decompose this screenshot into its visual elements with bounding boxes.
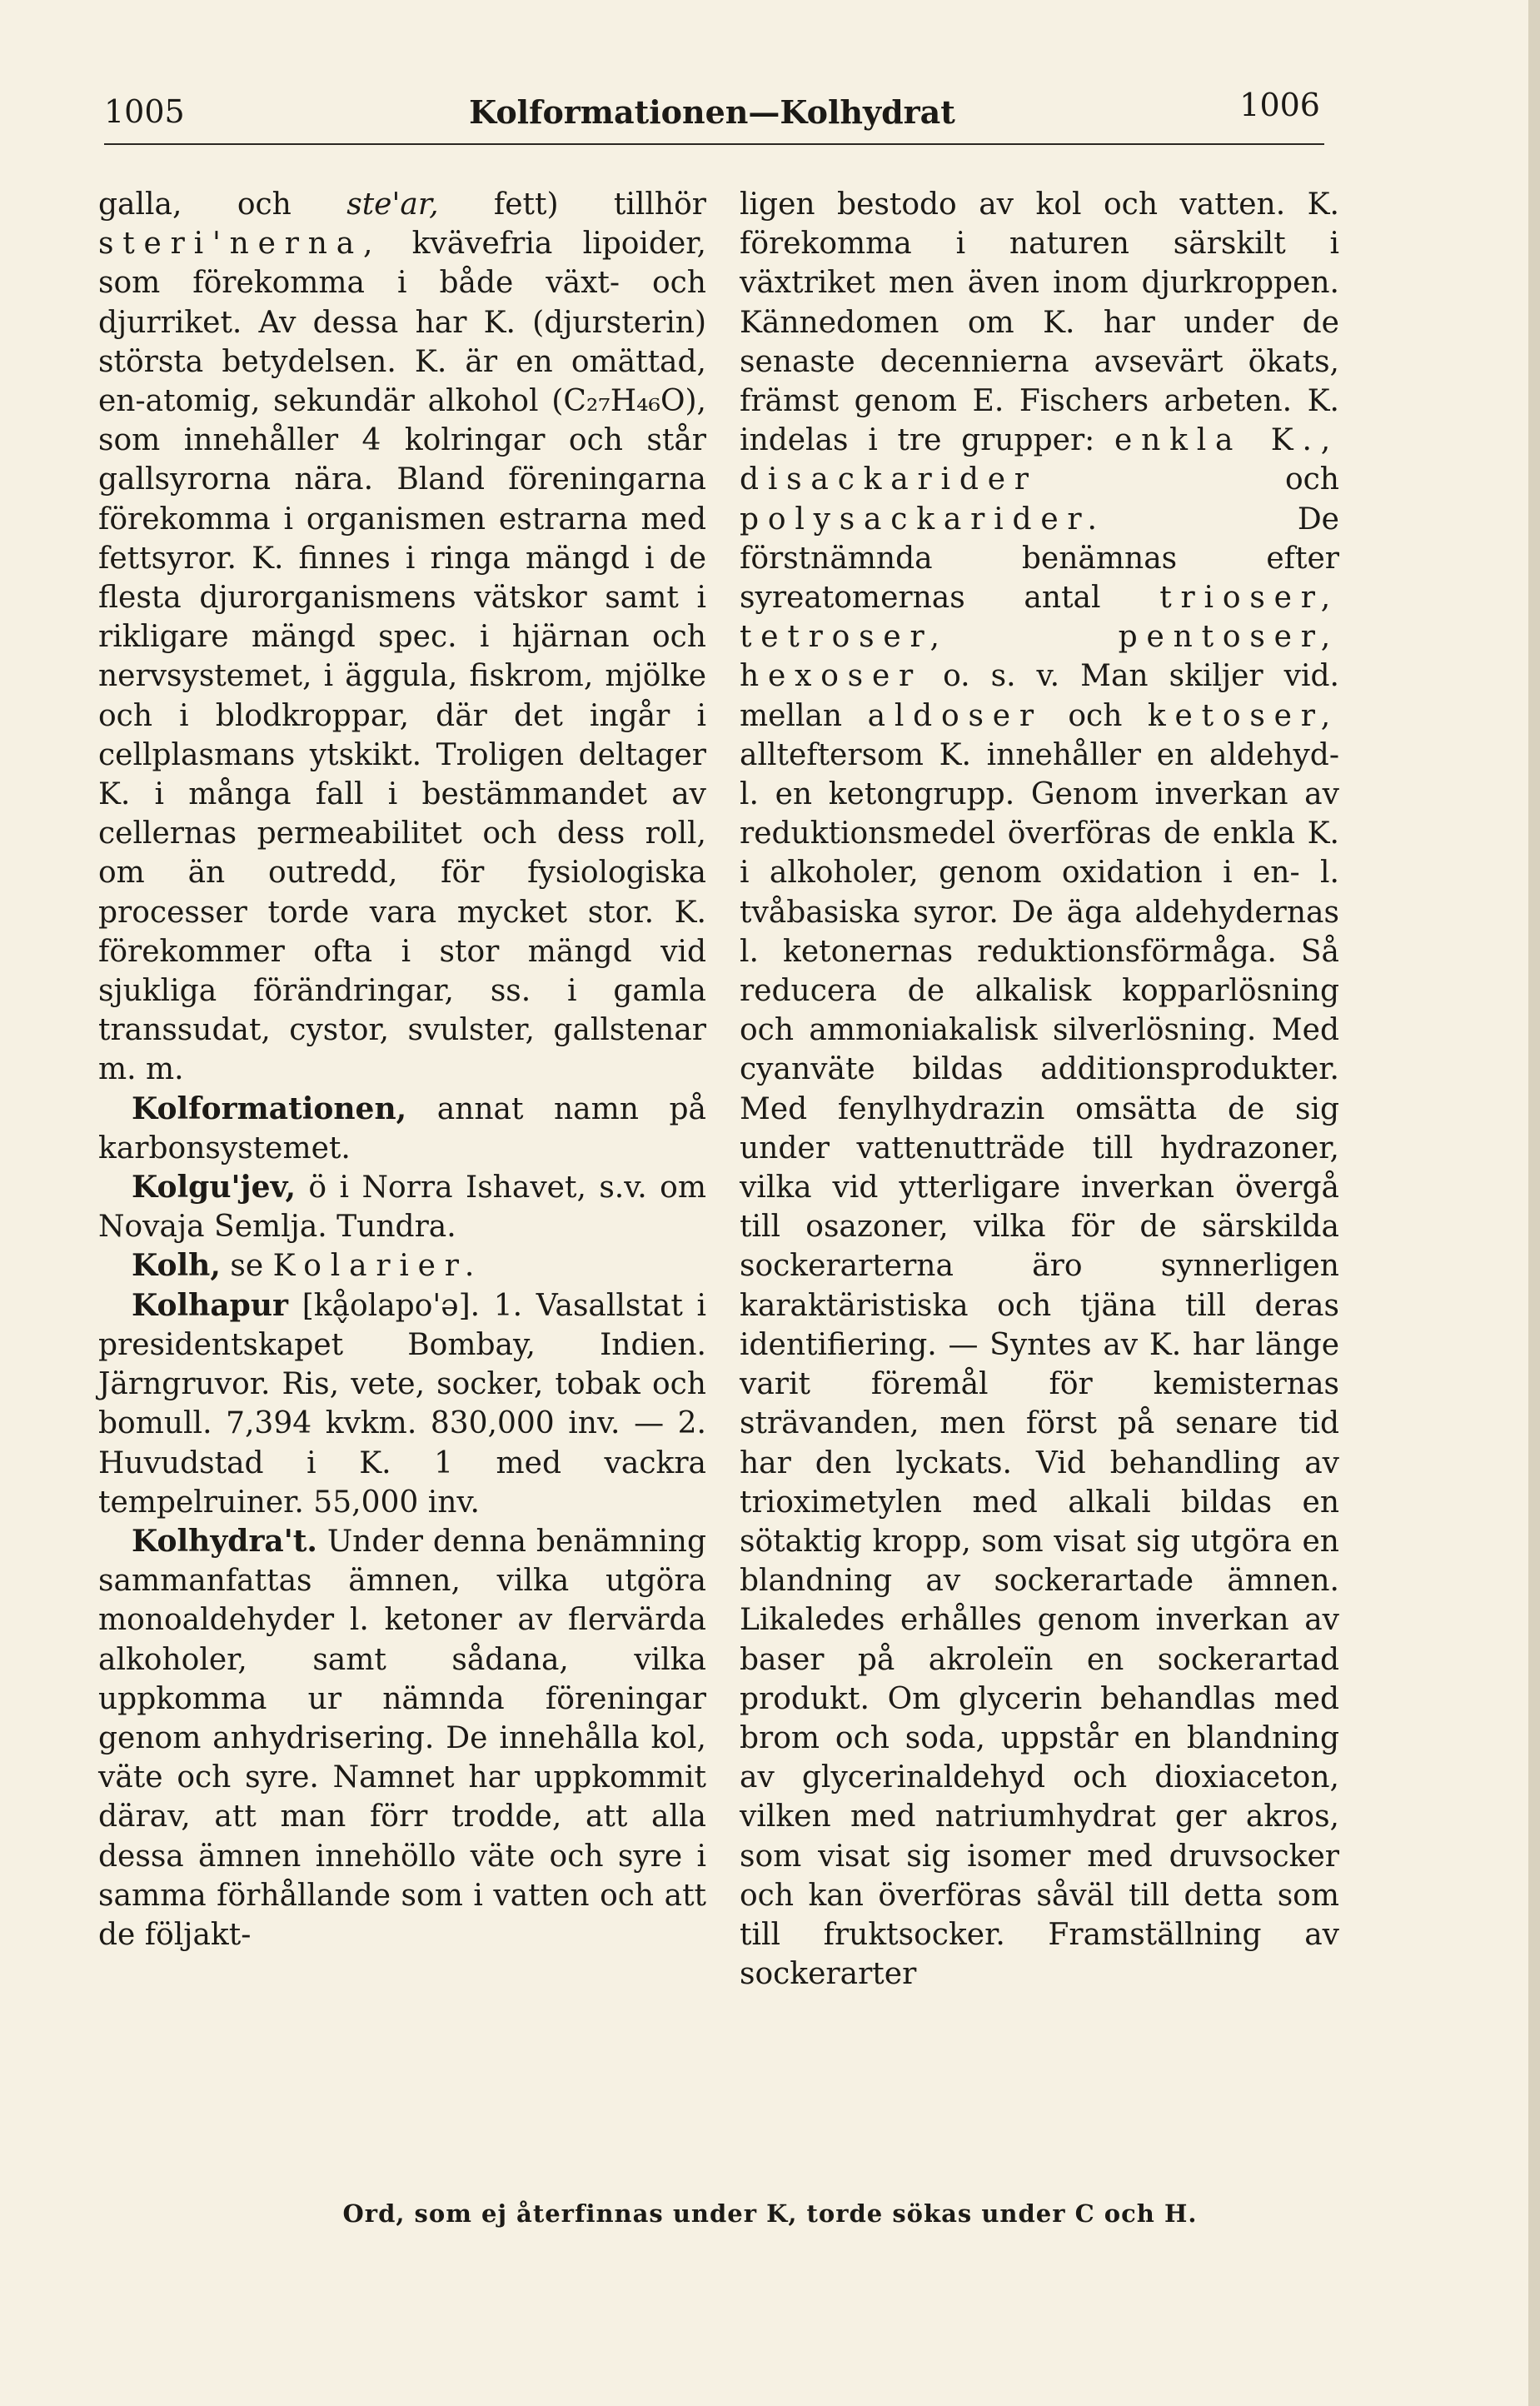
page-header [104, 87, 1320, 143]
entry-kolhydrat: Kolhydra't. Under denna benämning sammanfattas ämnen, vilka utgöra monoaldehyder l. ketoner av flervärda alkoholer, samt sådana, vilka uppkomma ur nämnda föreningar genom anhydrisering. De innehålla kol, väte och syre. Namnet har uppkommit därav, att man förr trodde, att alla dessa ämnen innehöllo väte och syre i samma förhållande som i vatten och att de följakt- [98, 1523, 706, 1952]
headword: Kolhapur [132, 1287, 288, 1323]
headword: Kolhydra't. [132, 1523, 317, 1559]
page-number-left: 1005 [104, 93, 185, 130]
running-title: Kolformationen—Kolhydrat [469, 93, 955, 131]
header-rule [104, 143, 1324, 145]
right-column [740, 185, 1339, 1994]
entry-kolhapur: Kolhapur [kå̬olapo'ə]. 1. Vasallstat i presidentskapet Bombay, Indien. Järngruvor. Ris, vete, socker, tobak och bomull. 7,394 kvkm. 830,000 inv. — 2. Huvudstad i K. 1 med vackra tempelruiner. 55,000 inv. [98, 1287, 706, 1520]
page-edge [1528, 0, 1540, 2406]
cross-reference: Kolarier. [272, 1249, 484, 1284]
kolhydrat-continuation: ligen bestodo av kol och vatten. K. förekomma i naturen särskilt i växtriket men även inom djurkroppen. Kännedomen om K. har under de senaste decennierna avsevärt ökats, främst genom E. Fischers arbeten. K. indelas i tre grupper: enkla K., disackarider och polysackarider. De förstnämnda benämnas efter syreatomernas antal trioser, tetroser, pentoser, hexoser o. s. v. Man skiljer vid. mellan aldoser och ketoser, allteftersom K. innehåller en aldehyd- l. en ketongrupp. Genom inverkan av reduktionsmedel överföras de enkla K. i alkoholer, genom oxidation i en- l. tvåbasiska syror. De äga aldehydernas l. ketonernas reduktionsförmåga. Så reducera de alkalisk kopparlösning och ammoniakalisk silverlösning. Med cyanväte bildas additionsprodukter. Med fenylhydrazin omsätta de sig under vattenutträde till hydrazoner, vilka vid ytterligare inverkan övergå till osazoner, vilka för de särskilda sockerarterna äro synnerligen karaktäristiska och tjäna till deras identifiering. — Syntes av K. har länge varit föremål för kemisternas strävanden, men först på senare tid har den lyckats. Vid behandling av trioximetylen med alkali bildas en sötaktig kropp, som visat sig utgöra en blandning av sockerartade ämnen. Likaledes erhålles genom inverkan av baser på akroleïn en sockerartad produkt. Om glycerin behandlas med brom och soda, uppstår en blandning av glycerinaldehyd och dioxiaceton, vilken med natriumhydrat ger akros, som visat sig isomer med druvsocker och kan överföras såväl till detta som till fruktsocker. Framställning av sockerarter [740, 187, 1339, 1992]
left-column [98, 185, 706, 1954]
headword: Kolh, [132, 1248, 221, 1284]
entry-kolh: Kolh, se Kolarier. [132, 1248, 484, 1284]
headword: Kolgu'jev, [132, 1170, 296, 1205]
entry-kolformationen: Kolformationen, annat namn på karbonsystemet. [98, 1091, 706, 1166]
kolesterin-continuation: galla, och ste'ar, fett) tillhör steri'nerna, kvävefria lipoider, som förekomma i både växt- och djurriket. Av dessa har K. (djursterin) största betydelsen. K. är en omättad, en-atomig, sekundär alkohol (C₂₇H₄₆O), som innehåller 4 kolringar och står gallsyrorna nära. Bland föreningarna förekomma i organismen estrarna med fettsyror. K. finnes i ringa mängd i de flesta djurorganismens vätskor samt i rikligare mängd spec. i hjärnan och nervsystemet, i äggula, fiskrom, mjölke och i blodkroppar, där det ingår i cellplasmans ytskikt. Troligen deltager K. i många fall i bestämmandet av cellernas permeabilitet och dess roll, om än outredd, för fysiologiska processer torde vara mycket stor. K. förekommer ofta i stor mängd vid sjukliga förändringar, ss. i gamla transsudat, cystor, svulster, gallstenar m. m. [98, 187, 706, 1087]
page-footer-note: Ord, som ej återfinnas under K, torde sökas under C och H. [342, 2199, 1198, 2228]
entry-kolgujev: Kolgu'jev, ö i Norra Ishavet, s.v. om Novaja Semlja. Tundra. [98, 1170, 706, 1245]
headword: Kolformationen, [132, 1091, 407, 1126]
page-number-right: 1006 [1239, 87, 1320, 123]
